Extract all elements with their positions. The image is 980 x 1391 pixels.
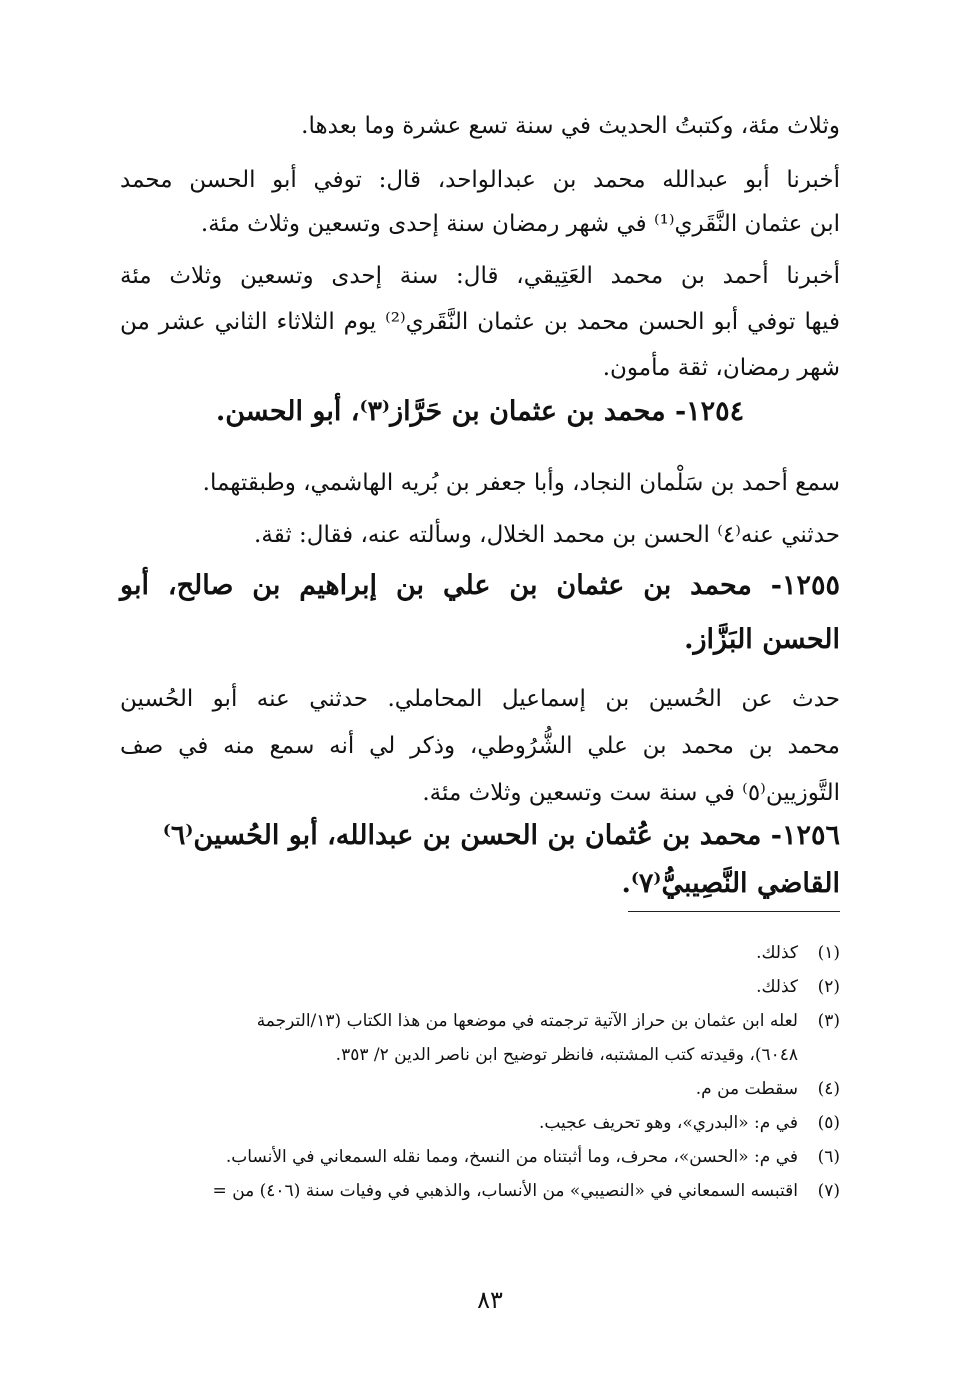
entry-heading-1256-cont: القاضي النَّصِيبيُّ⁽٧⁾. bbox=[621, 868, 840, 899]
text-line: حدثني عنه⁽٤⁾ الحسن بن محمد الخلال، وسألته عنه، فقال: ثقة. bbox=[254, 522, 840, 548]
text-line: محمد بن محمد بن علي الشُّرُوطي، وذكر لي أنه سمع منه في صف bbox=[120, 733, 840, 759]
footnote-text: سقطت من م. bbox=[695, 1079, 798, 1099]
footnote-number: (٥) bbox=[817, 1113, 840, 1133]
text-line: فيها توفي أبو الحسن محمد بن عثمان النَّقَري⁽²⁾ يوم الثلاثاء الثاني عشر من bbox=[120, 309, 840, 335]
footnote-number: (٤) bbox=[817, 1079, 840, 1099]
text-line: التَّوزيين⁽٥⁾ في سنة ست وتسعين وثلاث مئة. bbox=[422, 780, 840, 806]
text-line: أخبرنا أبو عبدالله محمد بن عبدالواحد، قال: توفي أبو الحسن محمد bbox=[120, 167, 840, 193]
footnote-continuation: ٦٠٤٨)، وقيدته كتب المشتبه، فانظر توضيح ابن ناصر الدين ٢/ ٣٥٣. bbox=[335, 1045, 798, 1065]
footnote bbox=[110, 1174, 840, 1208]
text-line: ابن عثمان النَّقَري⁽¹⁾ في شهر رمضان سنة إحدى وتسعين وثلاث مئة. bbox=[200, 211, 840, 237]
footnote-text: في م: «البدري»، وهو تحريف عجيب. bbox=[538, 1113, 798, 1133]
text-line: وثلاث مئة، وكتبتُ الحديث في سنة تسع عشرة وما بعدها. bbox=[301, 113, 840, 139]
entry-heading-1255-cont: الحسن البَزَّاز. bbox=[684, 624, 840, 655]
entry-heading-1254: ١٢٥٤- محمد بن عثمان بن حَرَّاز⁽٣⁾، أبو الحسن. bbox=[215, 396, 745, 427]
footnote bbox=[110, 1004, 840, 1038]
footnote-number: (٢) bbox=[817, 977, 840, 997]
footnote bbox=[110, 936, 840, 970]
footnote bbox=[110, 1140, 840, 1174]
footnote-number: (٣) bbox=[817, 1011, 840, 1031]
footnote-separator bbox=[628, 911, 840, 912]
text-line: حدث عن الحُسين بن إسماعيل المحاملي. حدثني عنه أبو الحُسين bbox=[120, 686, 840, 712]
footnote-number: (٧) bbox=[817, 1181, 840, 1201]
footnote bbox=[110, 1106, 840, 1140]
footnote-text: لعله ابن عثمان بن حراز الآتية ترجمته في موضعها من هذا الكتاب (١٣/الترجمة bbox=[256, 1011, 798, 1031]
footnote-text: كذلك. bbox=[756, 977, 798, 997]
page-number: ٨٣ bbox=[477, 1286, 503, 1314]
footnotes bbox=[110, 936, 840, 1208]
text-line: سمع أحمد بن سَلْمان النجاد، وأبا جعفر بن بُريه الهاشمي، وطبقتهما. bbox=[202, 470, 840, 496]
footnote bbox=[110, 970, 840, 1004]
footnote-number: (٦) bbox=[817, 1147, 840, 1167]
footnote-text: في م: «الحسن»، محرف، وما أثبتناه من النسخ، ومما نقله السمعاني في الأنساب. bbox=[225, 1147, 798, 1167]
text-line: شهر رمضان، ثقة مأمون. bbox=[602, 355, 840, 381]
footnote-text: كذلك. bbox=[756, 943, 798, 963]
footnote-text: اقتبسه السمعاني في «النصيبي» من الأنساب، والذهبي في وفيات سنة (٤٠٦) من = bbox=[212, 1181, 798, 1201]
footnote-number: (١) bbox=[817, 943, 840, 963]
entry-heading-1255: ١٢٥٥- محمد بن عثمان بن علي بن إبراهيم بن صالح، أبو bbox=[120, 570, 840, 601]
footnote bbox=[110, 1072, 840, 1106]
entry-heading-1256: ١٢٥٦- محمد بن عُثمان بن الحسن بن عبدالله، أبو الحُسين⁽٦⁾ bbox=[162, 820, 840, 851]
text-line: أخبرنا أحمد بن محمد العَتِيقي، قال: سنة إحدى وتسعين وثلاث مئة bbox=[120, 263, 840, 289]
